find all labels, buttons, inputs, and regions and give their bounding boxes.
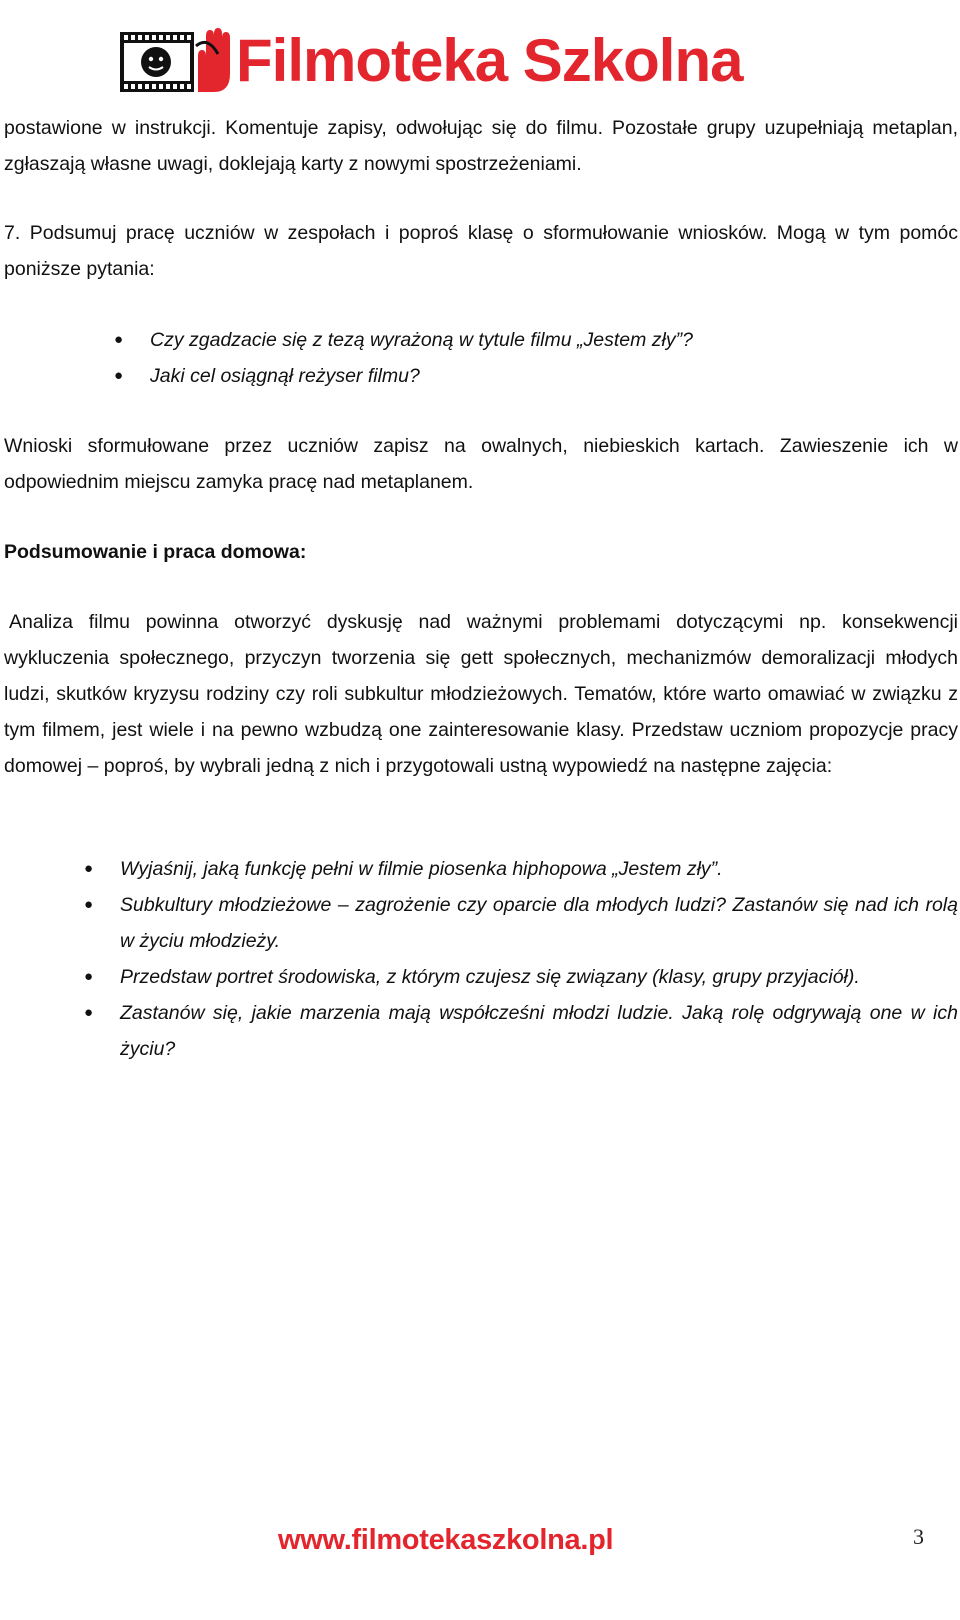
document-body: [4, 110, 958, 182]
page-number: 3: [913, 1524, 924, 1549]
homework-list: [4, 851, 958, 1067]
document-body: [4, 428, 958, 500]
document-body: [4, 215, 958, 287]
section-heading-wrap: [4, 534, 958, 570]
list-item: ● Zastanów się, jakie marzenia mają współcześni młodzi ludzie. Jaką rolę odgrywają one w ich życiu?: [4, 995, 958, 1067]
list-item: ● Czy zgadzacie się z tezą wyrażoną w tytule filmu „Jestem zły”?: [4, 322, 958, 358]
film-strip-child-hand-icon: [118, 26, 234, 98]
paragraph: Analiza filmu powinna otworzyć dyskusję nad ważnymi problemami dotyczącymi np. konsekwencji wykluczenia społecznego, przyczyn tworzenia się gett społecznych, mechanizmów demoralizacji młodych ludzi, skutków kryzysu rodziny czy roli subkultur młodzieżowych. Tematów, które warto omawiać w związku z tym filmem, jest wiele i na pewno wzbudzą one zainteresowanie klasy. Przedstaw uczniom propozycje pracy domowej – poproś, by wybrali jedną z nich i przygotowali ustną wypowiedź na następne zajęcia:: [4, 611, 958, 777]
bullet-icon: ●: [84, 1004, 94, 1021]
bullet-icon: ●: [84, 968, 94, 985]
list-item: ● Subkultury młodzieżowe – zagrożenie czy oparcie dla młodych ludzi? Zastanów się nad ich rolą w życiu młodzieży.: [4, 887, 958, 959]
logo-wordmark: Filmoteka Szkolna: [236, 27, 743, 94]
section-heading: Podsumowanie i praca domowa:: [4, 541, 307, 563]
bullet-icon: ●: [114, 367, 124, 384]
header-logo: [118, 26, 838, 98]
bullet-icon: ●: [114, 331, 124, 348]
document-body: [4, 604, 958, 784]
list-item: ● Przedstaw portret środowiska, z którym czujesz się związany (klasy, grupy przyjaciół).: [4, 959, 958, 995]
list-item: ● Jaki cel osiągnął reżyser filmu?: [4, 358, 958, 394]
paragraph: postawione w instrukcji. Komentuje zapisy, odwołując się do filmu. Pozostałe grupy uzupełniają metaplan, zgłaszają własne uwagi, doklejają karty z nowymi spostrzeżeniami.: [4, 117, 958, 175]
footer-website-link[interactable]: www.filmotekaszkolna.pl: [278, 1524, 614, 1556]
paragraph: Wnioski sformułowane przez uczniów zapisz na owalnych, niebieskich kartach. Zawieszenie ich w odpowiednim miejscu zamyka pracę nad metaplanem.: [4, 435, 958, 493]
homework-section: [4, 851, 958, 1067]
questions-section: [4, 322, 958, 394]
bullet-icon: ●: [84, 860, 94, 877]
list-item: ● Wyjaśnij, jaką funkcję pełni w filmie piosenka hiphopowa „Jestem zły”.: [4, 851, 958, 887]
paragraph: 7. Podsumuj pracę uczniów w zespołach i poproś klasę o sformułowanie wniosków. Mogą w tym pomóc poniższe pytania:: [4, 222, 958, 280]
bullet-icon: ●: [84, 896, 94, 913]
discussion-questions-list: [4, 322, 958, 394]
